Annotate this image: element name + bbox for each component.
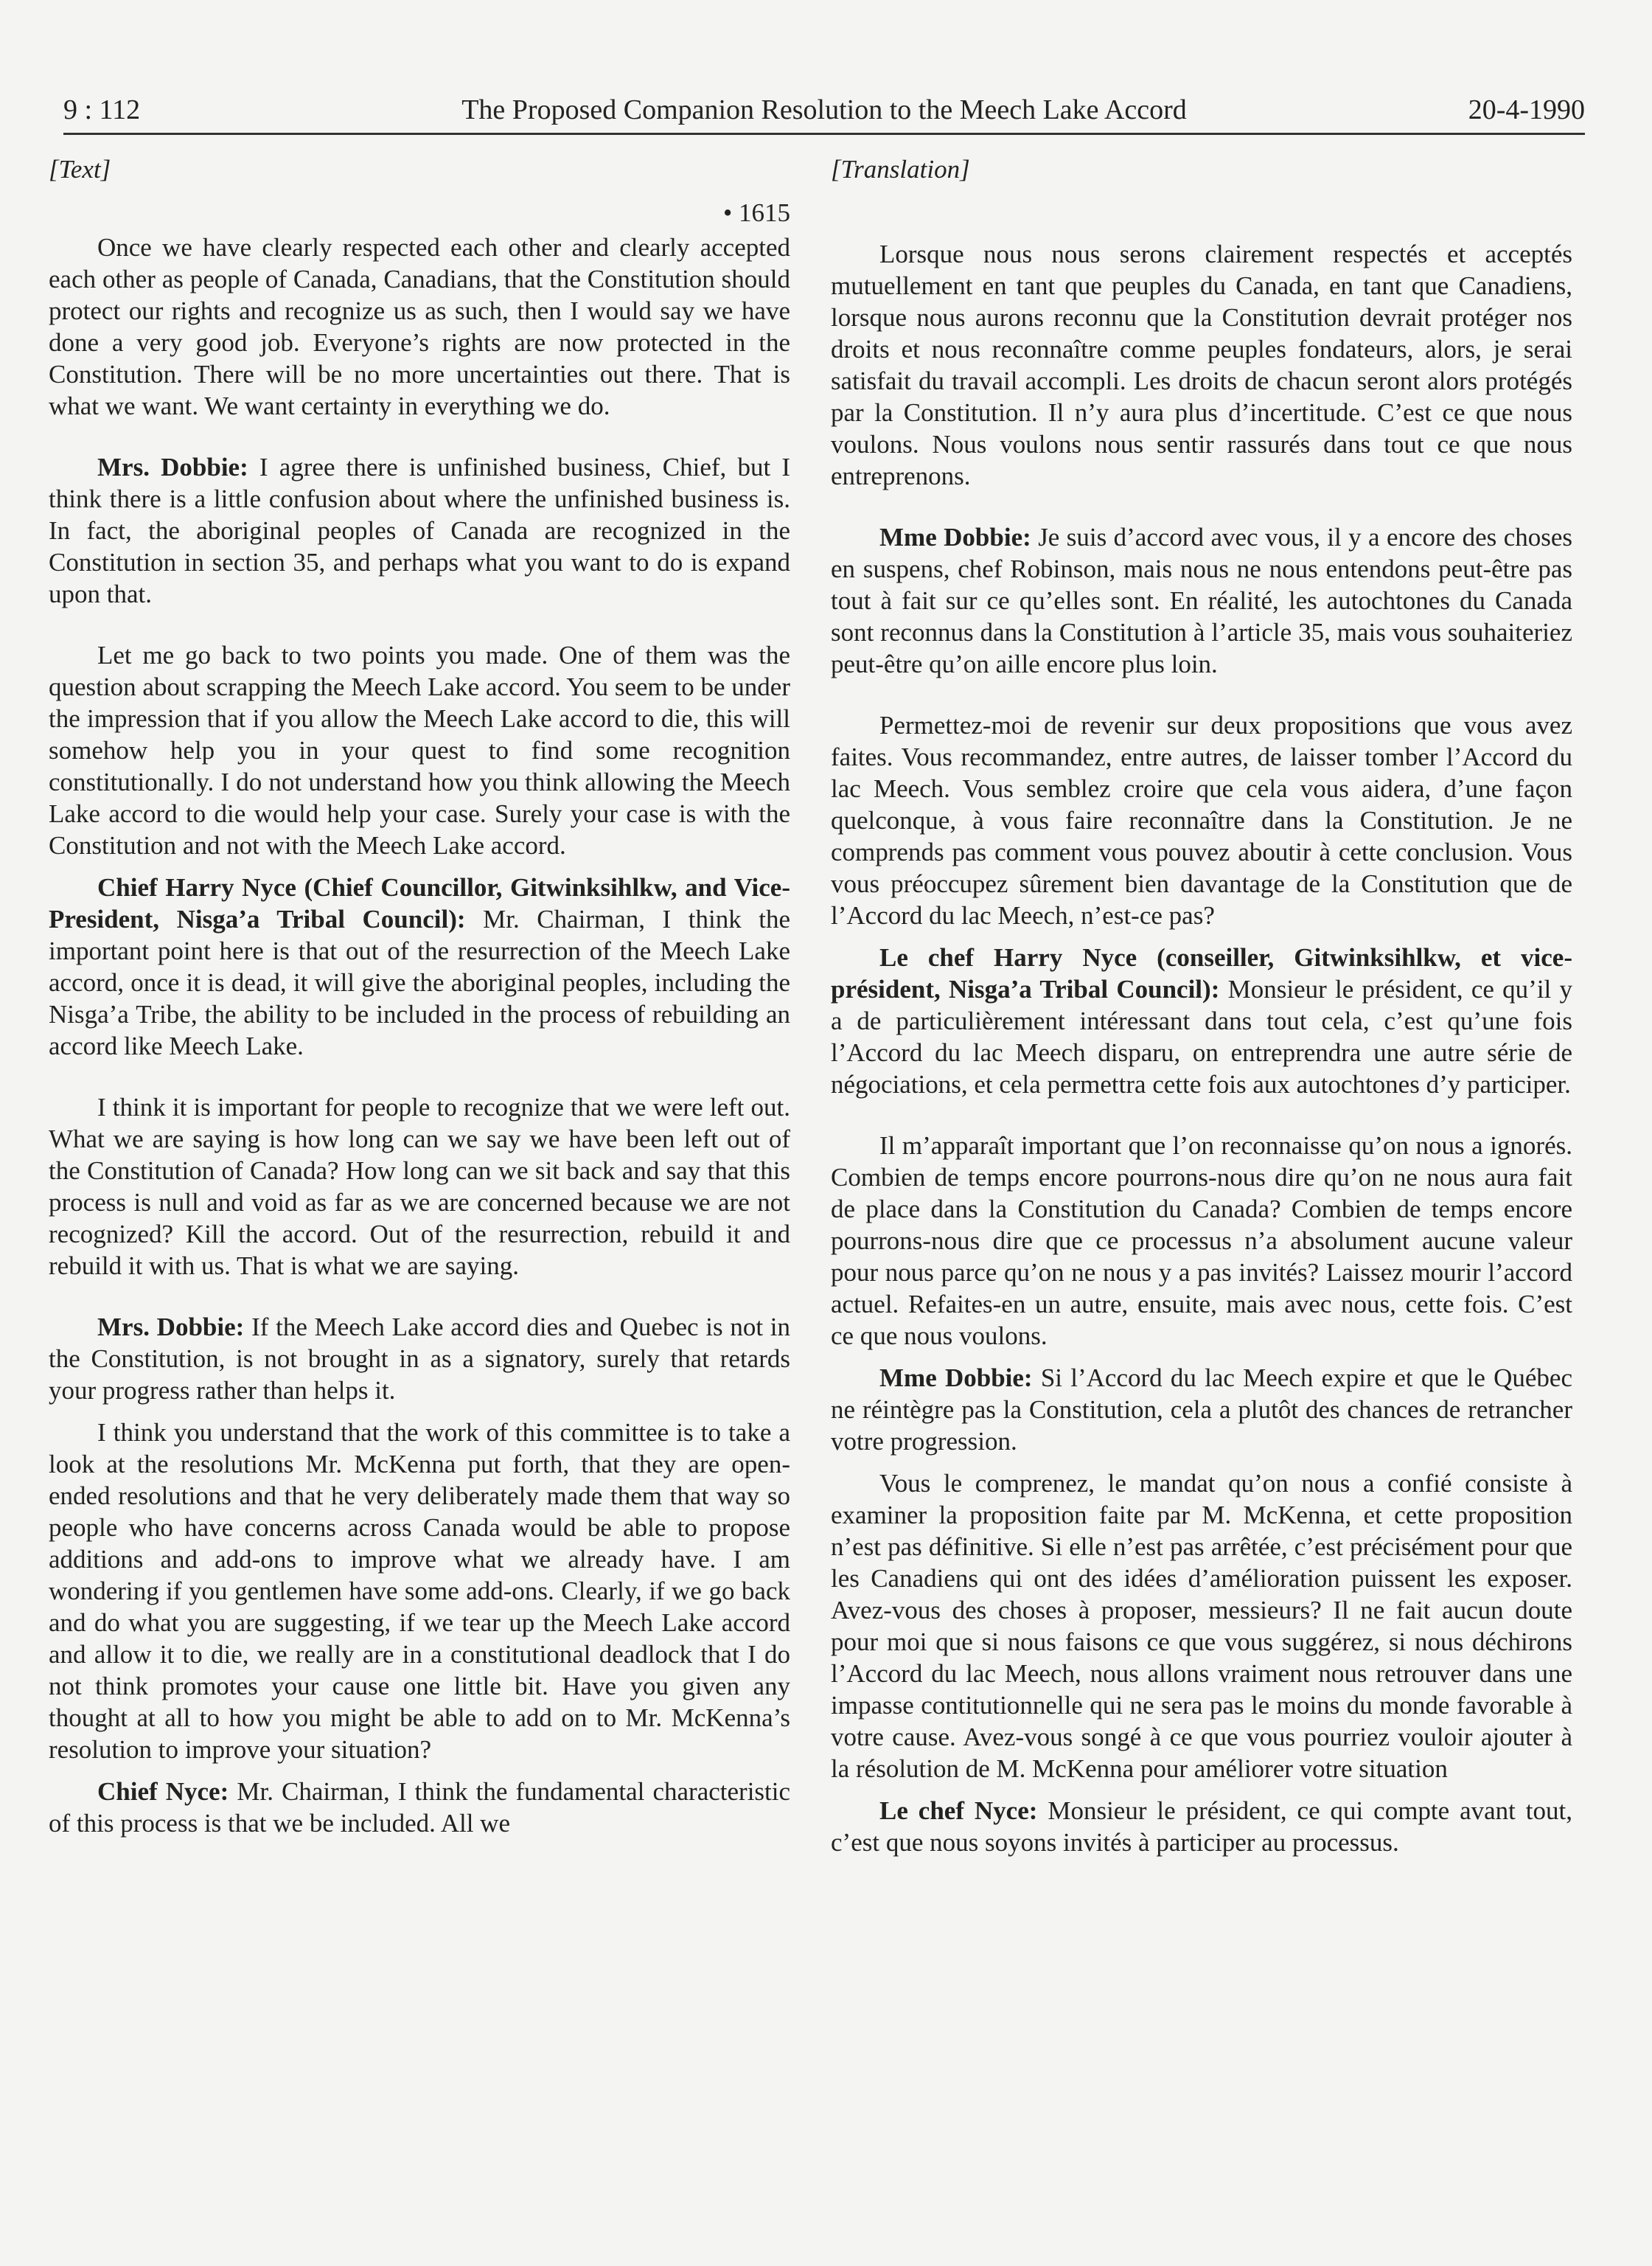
speaker: Mrs. Dobbie: [97, 1313, 245, 1341]
paragraph-text: Si l’Accord du lac Meech expire et que le Québec ne réintègre pas la Constitution, cela a plutôt des chances de retrancher votre progression. [831, 1363, 1572, 1456]
speaker: Chief Harry Nyce (Chief Councillor, Gitwinksihlkw, and Vice-President, Nisga’a Tribal Council): [49, 873, 790, 934]
paragraph-text: Je suis d’accord avec vous, il y a encore des choses en suspens, chef Robinson, mais nous ne nous entendons peut-être pas tout à fait sur ce qu’elles sont. En réalité, les autochtones du Canada sont reconnus dans la Constitution à l’article 35, mais vous souhaiteriez peut-être qu’on aille encore plus loin. [831, 523, 1573, 678]
paragraph-text: Mr. Chairman, I think the fundamental characteristic of this process is that we be included. All we [49, 1777, 791, 1838]
paragraph [831, 1362, 1572, 1457]
paragraph [49, 872, 790, 1062]
speaker: Le chef Harry Nyce (conseiller, Gitwinksihlkw, et vice-président, Nisga’a Tribal Council): [831, 943, 1572, 1004]
speaker: Chief Nyce: [97, 1777, 229, 1806]
paragraph-text: Let me go back to two points you made. One of them was the question about scrapping the Meech Lake accord. You seem to be under the impression that if you allow the Meech Lake accord to die, this will somehow help you in your quest to find some recognition constitutionally. I do not understand how you think allowing the Meech Lake accord to die would help your case. Surely your case is with the Constitution and not with the Meech Lake accord. [49, 641, 790, 860]
paragraph-text: Vous le comprenez, le mandat qu’on nous a confié consiste à examiner la proposition faite par M. McKenna, et cette proposition n’est pas définitive. Si elle n’est pas arrêtée, c’est précisément pour que les Canadiens qui ont des idées d’amélioration puissent les exposer. Avez-vous des choses à proposer, messieurs? Il ne fait aucun doute pour moi que si nous faisons ce que vous suggérez, si nous déchirons l’Accord du lac Meech, nous allons vraiment nous retrouver dans une impasse contitutionnelle qui ne sera pas le moins du monde favorable à votre cause. Avez-vous songé à ce que vous pourriez vouloir ajouter à la résolution de M. McKenna pour améliorer votre situation [831, 1469, 1572, 1783]
paragraph [49, 1417, 790, 1765]
paragraph [831, 1795, 1572, 1858]
paragraph [831, 709, 1572, 931]
paragraph [49, 451, 790, 610]
document-title: The Proposed Companion Resolution to the Meech Lake Accord [461, 94, 1187, 125]
paragraph-text: Monsieur le président, ce qui compte avant tout, c’est que nous soyons invités à participer au processus. [831, 1796, 1572, 1857]
paragraph [49, 232, 790, 422]
speaker: Mme Dobbie: [879, 523, 1031, 552]
document-date: 20-4-1990 [1468, 94, 1585, 125]
text-tag: [Text] [49, 155, 111, 184]
paragraph-text: Il m’apparaît important que l’on reconnaisse qu’on nous a ignorés. Combien de temps encore pourrons-nous dire qu’on ne nous aura fait de place dans la Constitution du Canada? Combien de temps encore pourrons-nous dire que ce processus n’a absolument aucune valeur pour nous parce qu’on ne nous y a pas invités? Laissez mourir l’accord actuel. Refaites-en un autre, ensuite, mais avec nous, cette fois. C’est ce que nous voulons. [831, 1131, 1572, 1350]
paragraph [49, 639, 790, 861]
paragraph-text: I think it is important for people to recognize that we were left out. What we are saying is how long can we say we have been left out of the Constitution of Canada? How long can we sit back and say that this process is null and void as far as we are concerned because we are not recognized? Kill the accord. Out of the resurrection, rebuild it and rebuild it with us. That is what we are saying. [49, 1093, 790, 1280]
paragraph-text: I agree there is unfinished business, Chief, but I think there is a little confusion about where the unfinished business is. In fact, the aboriginal peoples of Canada are recognized in the Constitution in section 35, and perhaps what you want to do is expand upon that. [49, 453, 790, 608]
translation-tag: [Translation] [831, 155, 970, 184]
paragraph-text: Lorsque nous nous serons clairement respectés et acceptés mutuellement en tant que peuples du Canada, en tant que Canadiens, lorsque nous aurons reconnu que la Constitution devrait protéger nos droits et nous reconnaître comme peuples fondateurs, alors, je serai satisfait du travail accompli. Les droits de chacun seront alors protégés par la Constitution. Il n’y aura plus d’incertitude. C’est ce que nous voulons. Nous voulons nous sentir rassurés dans tout ce que nous entreprenons. [831, 240, 1572, 490]
paragraph [831, 1467, 1572, 1784]
paragraph [831, 942, 1572, 1100]
paragraph [831, 1130, 1572, 1352]
paragraph [49, 1091, 790, 1282]
paragraph [49, 1311, 790, 1406]
speaker: Mme Dobbie: [879, 1363, 1033, 1392]
paragraph-text: Mr. Chairman, I think the important point here is that out of the resurrection of the Meech Lake accord, once it is dead, it will give the aboriginal peoples, including the Nisga’a Tribe, the ability to be included in the process of rebuilding an accord like Meech Lake. [49, 905, 791, 1060]
paragraph-text: If the Meech Lake accord dies and Quebec is not in the Constitution, is not brought in as a signatory, surely that retards your progress rather than helps it. [49, 1313, 791, 1405]
time-marker: • 1615 [722, 198, 790, 227]
running-header [63, 87, 1585, 135]
french-column [831, 153, 1572, 1888]
paragraph-text: Once we have clearly respected each other and clearly accepted each other as people of Canada, Canadians, that the Constitution should protect our rights and recognize us as such, then I would say we have done a very good job. Everyone’s rights are now protected in the Constitution. There will be no more uncertainties out there. That is what we want. We want certainty in everything we do. [49, 233, 790, 420]
speaker: Mrs. Dobbie: [97, 453, 248, 482]
paragraph-text: I think you understand that the work of this committee is to take a look at the resolutions Mr. McKenna put forth, that they are open-ended resolutions and that he very deliberately made them that way so people who have concerns across Canada would be able to propose additions and add-ons to improve what we already have. I am wondering if you gentlemen have some add-ons. Clearly, if we go back and do what you are suggesting, if we tear up the Meech Lake accord and allow it to die, we really are in a constitutional deadlock that I do not think promotes your cause one little bit. Have you given any thought at all to how you might be able to add on to Mr. McKenna’s resolution to improve your situation? [49, 1418, 790, 1764]
paragraph-text: Permettez-moi de revenir sur deux propositions que vous avez faites. Vous recommandez, entre autres, de laisser tomber l’Accord du lac Meech. Vous semblez croire que cela vous aidera, d’une façon quelconque, à vous faire reconnaître dans la Constitution. Je ne comprends pas comment vous pouvez aboutir à cette conclusion. Vous vous préoccupez sûrement bien davantage de la Constitution que de l’Accord du lac Meech, n’est-ce pas? [831, 711, 1572, 930]
paragraph [49, 1776, 790, 1839]
paragraph [831, 238, 1572, 492]
paragraph [831, 521, 1572, 680]
english-column [49, 153, 790, 1869]
page-number: 9 : 112 [63, 94, 141, 125]
speaker: Le chef Nyce: [879, 1796, 1038, 1825]
paragraph-text: Monsieur le président, ce qu’il y a de particulièrement intéressant dans tout cela, c’est qu’une fois l’Accord du lac Meech disparu, on entreprendra une autre série de négociations, et cela permettra cette fois aux autochtones d’y participer. [831, 975, 1573, 1099]
